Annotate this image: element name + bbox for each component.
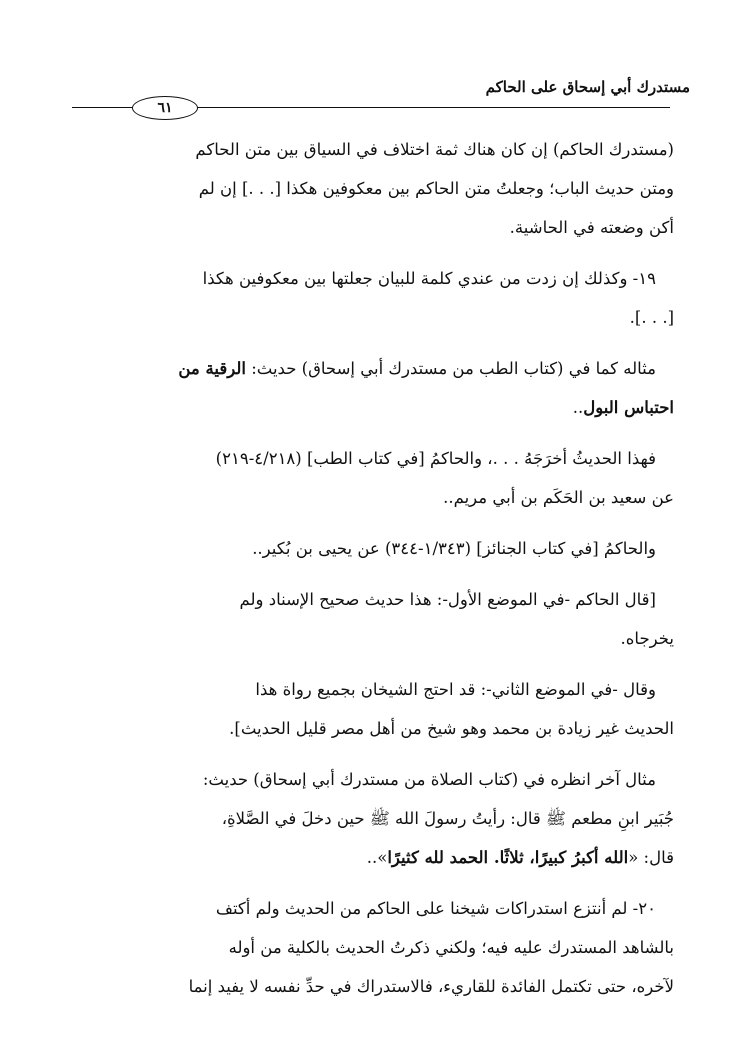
text-line: ١٩- وكذلك إن زدت من عندي كلمة للبيان جعلتها بين معكوفين هكذا	[202, 269, 656, 288]
text-line: ٢٠- لم أنتزع استدراكات شيخنا على الحاكم من الحديث ولم أكتف	[215, 899, 656, 918]
text-line: [. . .].	[629, 308, 674, 327]
text-line: [قال الحاكم -في الموضع الأول-: هذا حديث صحيح الإسناد ولم	[239, 590, 656, 609]
text-run: قال: «	[628, 848, 674, 867]
page-number: ٦١	[157, 100, 173, 116]
text-line	[70, 349, 674, 388]
paragraph-1	[70, 130, 674, 247]
paragraph-5	[70, 529, 674, 568]
paragraph-7	[70, 670, 674, 748]
text-line: وقال -في الموضع الثاني-: قد احتج الشيخان بجميع رواة هذا	[255, 680, 656, 699]
text-line	[70, 388, 674, 427]
text-line: الحديث غير زيادة بن محمد وهو شيخ من أهل مصر قليل الحديث].	[229, 719, 674, 738]
text-line: بالشاهد المستدرك عليه فيه؛ ولكني ذكرتُ الحديث بالكلية من أوله	[228, 938, 674, 957]
text-line: لآخره، حتى تكتمل الفائدة للقاريء، فالاستدراك في حدِّ نفسه لا يفيد إنما	[188, 977, 674, 996]
text-line: يخرجاه.	[620, 629, 674, 648]
text-run: »..	[366, 848, 388, 867]
page-number-oval	[132, 96, 198, 120]
text-line: عن سعيد بن الحَكَم بن أبي مريم..	[443, 488, 674, 507]
text-line: (مستدرك الحاكم) إن كان هناك ثمة اختلاف في السياق بين متن الحاكم	[195, 140, 674, 159]
paragraph-8	[70, 760, 674, 877]
paragraph-4	[70, 439, 674, 517]
bold-text-run: احتباس البول	[583, 398, 674, 417]
text-run: ..	[572, 398, 584, 417]
paragraph-6	[70, 580, 674, 658]
text-line: فهذا الحديثُ أخرَجَهُ . . .، والحاكمُ [في كتاب الطب] (٤/٢١٨-٢١٩)	[215, 449, 656, 468]
paragraph-9	[70, 889, 674, 1006]
running-title: مستدرك أبي إسحاق على الحاكم	[485, 78, 690, 96]
text-line: مثال آخر انظره في (كتاب الصلاة من مستدرك أبي إسحاق) حديث:	[202, 770, 656, 789]
text-line	[70, 838, 674, 877]
page-body	[70, 130, 674, 1006]
bold-text-run: الرقية من	[178, 359, 246, 378]
text-line: ومتن حديث الباب؛ وجعلتُ متن الحاكم بين معكوفين هكذا [. . .] إن لم	[198, 179, 674, 198]
text-line: أكن وضعته في الحاشية.	[509, 218, 674, 237]
text-run: مثاله كما في (كتاب الطب من مستدرك أبي إسحاق) حديث:	[245, 359, 656, 378]
text-line: جُبَير ابنِ مطعم ﷺ قال: رأيتُ رسولَ الله ﷺ حين دخلَ في الصَّلاةِ،	[221, 809, 674, 828]
paragraph-2	[70, 259, 674, 337]
bold-text-run: الله أكبرُ كبيرًا، ثلاثًا. الحمد لله كثيرًا	[387, 848, 629, 867]
text-line: والحاكمُ [في كتاب الجنائز] (١/٣٤٣-٣٤٤) عن يحيى بن بُكير..	[252, 539, 656, 558]
paragraph-3	[70, 349, 674, 427]
